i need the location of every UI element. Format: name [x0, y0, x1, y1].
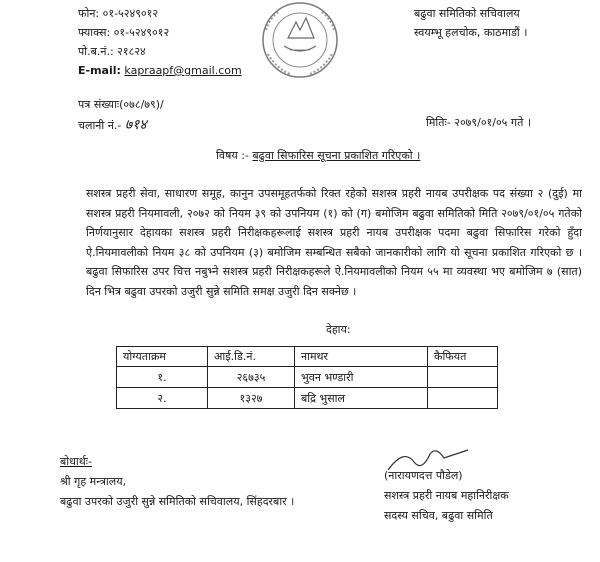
subject-label: विषय :- — [216, 149, 249, 162]
cell-remarks — [428, 388, 498, 409]
table-header-row — [117, 347, 498, 367]
cell-id: १३२७ — [208, 388, 295, 409]
office-address: स्वयम्भू हलचोक, काठमाडौं । — [414, 26, 528, 39]
letter-number: पत्र संख्याः(०७८/७९)/ — [78, 98, 164, 111]
cell-name: भुवन भण्डारी — [295, 367, 428, 388]
phone: फोन: ०१-५२४९०१२ — [78, 7, 159, 20]
dispatch-label: चलानी नं.- — [78, 119, 122, 132]
cell-rank: २. — [117, 388, 208, 409]
recommendation-table — [116, 346, 498, 409]
header-office — [414, 4, 527, 42]
signatory-role: सदस्य सचिव, बढुवा समिति — [384, 509, 493, 522]
fax: फ्याक्स: ०१-५२४९०१२ — [78, 26, 170, 39]
body-paragraph: सशस्त्र प्रहरी सेवा, साधारण समूह, कानुन उपसमूहतर्फको रिक्त रहेको सशस्त्र प्रहरी नायब उपरीक्षक पद संख्या २ (दुई) मा सशस्त्र प्रहरी नियमावली, २०७२ को नियम ३९ को उपनियम (१) को (ग) बमोजिम बढुवा समितिको मिति २०७९/०१/०५ गतेको निर्णयानुसार देहायका सशस्त्र प्रहरी निरीक्षकहरूलाई सशस्त्र प्रहरी नायब उपरीक्षक पदमा बढुवा सिफारिस गरेको हुँदा ऐ.नियमावलीको नियम ३८ को उपनियम (३) बमोजिम सम्बन्धित सबैको जानकारीको लागि यो सूचना प्रकाशित गरिएको छ । बढुवा सिफारिस उपर चित्त नबुभ्ने सशस्त्र प्रहरी निरीक्षकहरूले ऐ.नियमावलीको नियम ५५ मा व्यवस्था भए बमोजिम ७ (सात) दिन भित्र बढुवा उपरको उजुरी सुन्ने समिति समक्ष उजुरी दिन सक्नेछ । — [86, 187, 582, 298]
email-line — [78, 61, 242, 80]
table-row — [117, 367, 498, 388]
dispatch-line — [78, 115, 164, 136]
cc-block — [60, 452, 294, 512]
cell-remarks — [428, 367, 498, 388]
office-name: बढुवा समितिको सचिवालय — [414, 7, 520, 20]
organization-seal — [250, 0, 350, 80]
header-contact — [78, 4, 242, 80]
table-row — [117, 388, 498, 409]
po-box: पो.ब.नं.: २१८२४ — [78, 45, 146, 58]
dispatch-number: ७१४ — [124, 117, 147, 133]
cc-label: बोधार्थः- — [60, 455, 92, 468]
col-id: आई.डि.नं. — [208, 347, 295, 367]
email-link[interactable]: kapraapf@gmail.com — [124, 64, 242, 77]
signature-block — [384, 466, 509, 526]
cell-id: २६७३५ — [208, 367, 295, 388]
col-remarks: कैफियत — [428, 347, 498, 367]
cc-line-1: श्री गृह मन्त्रालय, — [60, 475, 127, 488]
dehay-heading: देहाय: — [326, 323, 351, 336]
reference-block — [78, 94, 164, 136]
signatory-title: सशस्त्र प्रहरी नायब महानिरीक्षक — [384, 489, 509, 502]
letter-date: मितिः- २०७९/०१/०५ गते । — [426, 116, 532, 129]
col-name: नामथर — [295, 347, 428, 367]
cell-name: बद्रि भुसाल — [295, 388, 428, 409]
email-label: E-mail: — [78, 64, 121, 77]
cell-rank: १. — [117, 367, 208, 388]
subject-line — [216, 148, 420, 163]
subject-text: बढुवा सिफारिस सूचना प्रकाशित गरिएको । — [252, 149, 421, 162]
signatory-name: (नारायणदत्त पौडेल) — [384, 469, 463, 482]
cc-line-2: बढुवा उपरको उजुरी सुन्ने समितिको सचिवालय, सिंहदरबार । — [60, 495, 295, 508]
col-rank: योग्यताक्रम — [117, 347, 208, 367]
